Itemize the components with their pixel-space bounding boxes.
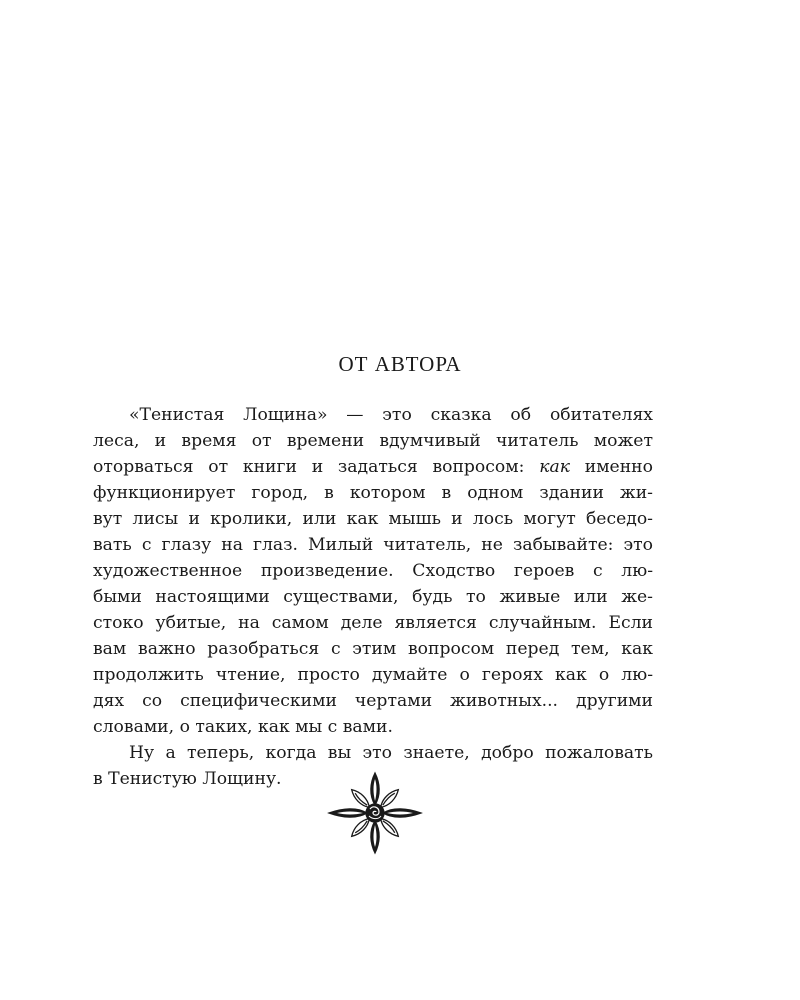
text-line: вать с глазу на глаз. Милый читатель, не забывайте: это: [93, 535, 653, 555]
text-line: леса, и время от времени вдумчивый читатель может: [93, 431, 653, 451]
text-line: Ну а теперь, когда вы это знаете, добро пожаловать: [129, 743, 653, 763]
text-line: в Тенистую Лощину.: [93, 769, 282, 789]
floral-ornament-icon: [327, 770, 423, 856]
text-line: функционирует город, в котором в одном здании жи-: [93, 483, 653, 503]
text-segment: именно: [584, 457, 653, 477]
text-line: вут лисы и кролики, или как мышь и лось могут беседо-: [93, 509, 653, 529]
text-line: стоко убитые, на самом деле является случайным. Если: [93, 613, 653, 633]
text-line: продолжить чтение, просто думайте о героях как о лю-: [93, 665, 653, 685]
text-segment: оторваться от книги и задаться вопросом:: [93, 457, 525, 477]
text-line: вам важно разобраться с этим вопросом перед тем, как: [93, 639, 653, 659]
italic-word: как: [539, 457, 570, 477]
text-line: дях со специфическими чертами животных... другими: [93, 691, 653, 711]
text-line: «Тенистая Лощина» — это сказка об обитателях: [129, 405, 653, 425]
text-line: [93, 454, 653, 480]
text-line: быми настоящими существами, будь то живые или же-: [93, 587, 653, 607]
author-note-text: [93, 402, 653, 792]
text-line: художественное произведение. Сходство героев с лю-: [93, 561, 653, 581]
page-title: ОТ АВТОРА: [338, 352, 462, 376]
text-line: словами, о таких, как мы с вами.: [93, 717, 393, 737]
